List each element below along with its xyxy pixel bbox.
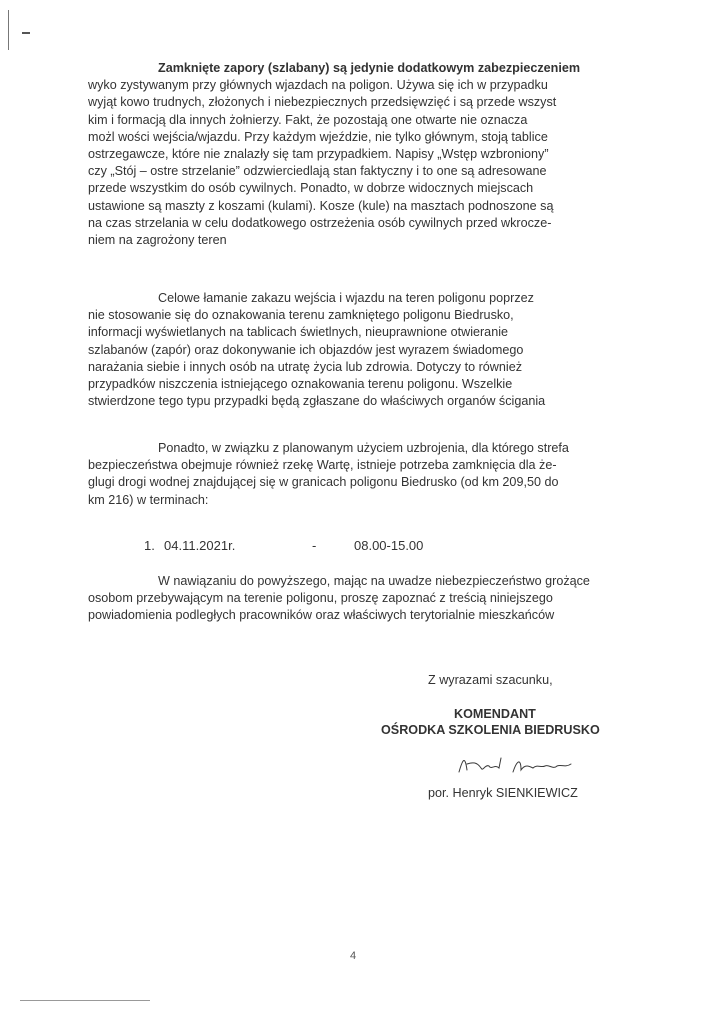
paragraph-line: bezpieczeństwa obejmuje również rzekę Wartę, istnieje potrzeba zamknięcia dla że- [88, 458, 557, 473]
paragraph-line: narażania siebie i innych osób na utratę życia lub zdrowia. Dotyczy to również [88, 359, 523, 374]
paragraph-line: W nawiązaniu do powyższego, mając na uwadze niebezpieczeństwo grożące [158, 574, 590, 588]
paragraph-violations [88, 290, 654, 410]
paragraph-line: km 216) w terminach: [88, 492, 209, 507]
paragraph-line: wyjąt kowo trudnych, złożonych i niebezpiecznych przedsięwzięć i są przede wszyst [88, 95, 557, 110]
paragraph-line: Celowe łamanie zakazu wejścia i wjazdu na teren poligonu poprzez [158, 291, 534, 305]
paragraph-line: wyko zystywanym przy głównych wjazdach na poligon. Używa się ich w przypadku [88, 78, 548, 93]
paragraph-river-closure [88, 440, 654, 509]
paragraph-line: kim i formacją dla innych żołnierzy. Fakt, że pozostają one otwarte nie oznacza [88, 112, 528, 127]
paragraph-line: ustawione są maszty z koszami (kulami). Kosze (kule) na masztach podnoszone są [88, 198, 554, 213]
paragraph-line: szlabanów (zapór) oraz dokonywanie ich objazdów jest wyrazem świadomego [88, 342, 524, 357]
schedule-hours: 08.00-15.00 [354, 538, 424, 553]
paragraph-line: niem na zagrożony teren [88, 233, 227, 248]
paragraph-line: możl wości wejścia/wjazdu. Przy każdym wjeździe, nie tylko głównym, stoją tablice [88, 129, 548, 144]
schedule-row [144, 538, 464, 556]
scan-edge-line [8, 10, 9, 50]
paragraph-line: czy „Stój – ostre strzelanie” odzwierciedlają stan faktyczny i to one są adresowane [88, 164, 547, 179]
commander-title: KOMENDANT [454, 707, 536, 721]
paragraph-line: osobom przebywającym na terenie poligonu, proszę zapoznać z treścią niniejszego [88, 591, 553, 606]
paragraph-line: nie stosowanie się do oznakowania terenu zamkniętego poligonu Biedrusko, [88, 308, 514, 323]
schedule-date: 04.11.2021r. [164, 538, 236, 553]
handwritten-signature [455, 750, 575, 780]
scan-mark [22, 32, 30, 34]
paragraph-line: Zamknięte zapory (szlabany) są jedynie dodatkowym zabezpieczeniem [158, 61, 581, 75]
paragraph-line: stwierdzone tego typu przypadki będą zgłaszane do właściwych organów ścigania [88, 394, 546, 409]
closing-regards: Z wyrazami szacunku, [428, 673, 553, 687]
paragraph-line: przede wszystkim do osób cywilnych. Ponadto, w dobrze widocznych miejscach [88, 181, 534, 196]
paragraph-barriers [88, 60, 654, 249]
paragraph-line: glugi drogi wodnej znajdującej się w granicach poligonu Biedrusko (od km 209,50 do [88, 475, 559, 490]
footer-line [20, 1000, 150, 1001]
paragraph-line: Ponadto, w związku z planowanym użyciem uzbrojenia, dla którego strefa [158, 441, 569, 455]
schedule-number: 1. [144, 538, 155, 553]
paragraph-line: na czas strzelania w celu dodatkowego ostrzeżenia osób cywilnych przed wkrocze- [88, 215, 552, 230]
paragraph-line: informacji wyświetlanych na tablicach świetlnych, nieuprawnione otwieranie [88, 325, 508, 340]
paragraph-request [88, 573, 654, 625]
paragraph-line: ostrzegawcze, które nie znalazły się tam przypadkiem. Napisy „Wstęp wzbroniony” [88, 147, 549, 162]
page-number: 4 [350, 950, 357, 962]
schedule-dash: - [312, 538, 317, 553]
signer-name: por. Henryk SIENKIEWICZ [428, 786, 578, 800]
paragraph-line: powiadomienia podległych pracowników oraz właściwych terytorialnie mieszkańców [88, 608, 555, 623]
unit-name: OŚRODKA SZKOLENIA BIEDRUSKO [381, 723, 600, 737]
paragraph-line: przypadków niszczenia istniejącego oznakowania terenu poligonu. Wszelkie [88, 377, 513, 392]
